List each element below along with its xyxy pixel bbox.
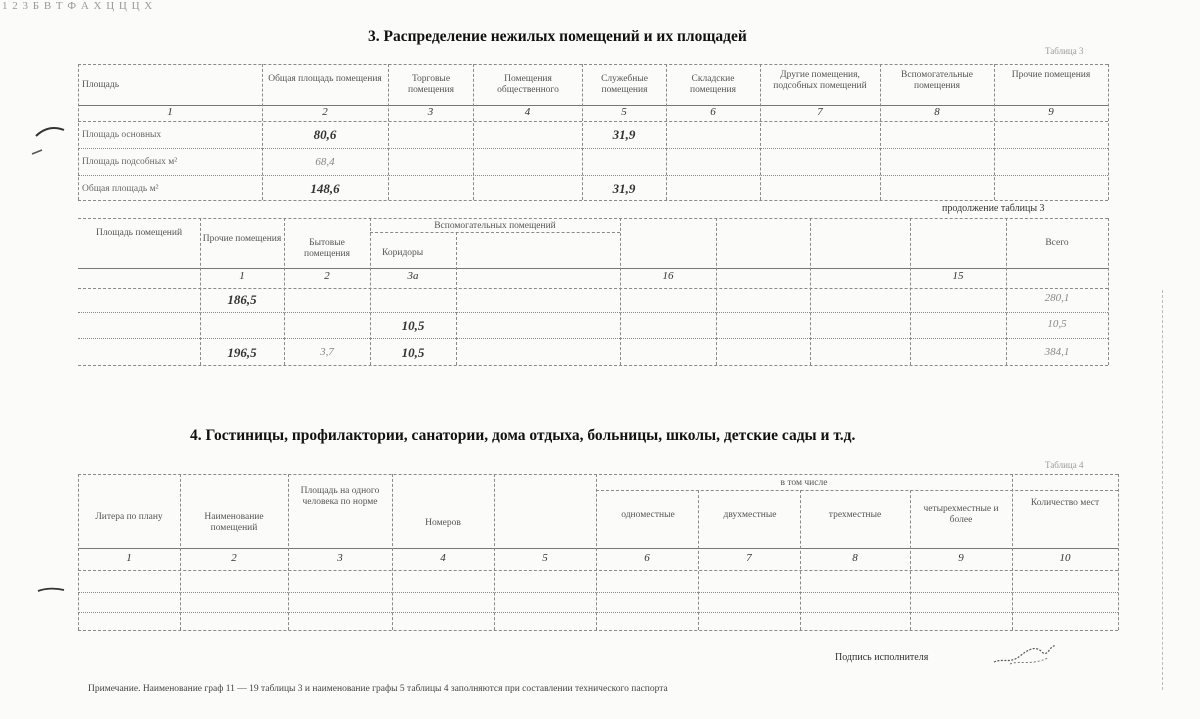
s3c-row1-total: 280,1 bbox=[1044, 292, 1070, 304]
s3c-group-label: Вспомогательных помещений bbox=[434, 221, 556, 231]
s3c-colnum-2: 2 bbox=[324, 270, 330, 282]
s3c-row2-col3: 10,5 bbox=[401, 318, 425, 333]
margin-pen-mark-lower bbox=[36, 585, 66, 595]
s4-col-header-7: двухместные bbox=[723, 510, 777, 520]
s3-col-header-5: Служебные помещения bbox=[601, 74, 648, 95]
s4-colnum-4: 4 bbox=[440, 552, 446, 564]
s4-col-header-1: Литера по плану bbox=[95, 512, 163, 522]
s3-row-label-3: Общая площадь м² bbox=[82, 184, 159, 194]
s3-colnum-6: 6 bbox=[710, 106, 716, 118]
s4-group-label: в том числе bbox=[780, 478, 828, 488]
s4-col-header-6: одноместные bbox=[621, 510, 675, 520]
s3c-row3-col2: 3,7 bbox=[320, 346, 334, 358]
s3-colnum-4: 4 bbox=[524, 106, 531, 118]
section3-continuation-note: продолжение таблицы 3 bbox=[942, 203, 1045, 214]
s3-col-header-4: Помещения общественного bbox=[497, 74, 559, 95]
s3-row-label-2: Площадь подсобных м² bbox=[82, 157, 178, 167]
s4-colnum-10: 10 bbox=[1059, 552, 1071, 564]
s3c-row2-total: 10,5 bbox=[1047, 318, 1067, 330]
s3-colnum-8: 8 bbox=[934, 106, 940, 118]
scan-edge-line bbox=[1162, 290, 1163, 690]
margin-pen-mark bbox=[30, 120, 70, 160]
s3-row2-total: 68,4 bbox=[315, 156, 335, 168]
s3c-col-header-total: Всего bbox=[1045, 238, 1069, 248]
s4-colnum-2: 2 bbox=[231, 552, 237, 564]
s4-colnum-9: 9 bbox=[958, 552, 964, 564]
s4-colnum-6: 6 bbox=[644, 552, 650, 564]
header-smudge: 1 2 3 Б В Т Ф А Х Ц Ц Ц Х bbox=[2, 0, 154, 12]
s4-col-header-4: Номеров bbox=[425, 518, 461, 528]
section3-title: 3. Распределение нежилых помещений и их площадей bbox=[368, 28, 747, 45]
s3c-row3-col1: 196,5 bbox=[227, 345, 257, 360]
s3-colnum-3: 3 bbox=[427, 106, 434, 118]
s3-row3-service: 31,9 bbox=[612, 181, 636, 196]
s4-col-header-3: Площадь на одного человека по норме bbox=[300, 486, 380, 507]
s3-colnum-7: 7 bbox=[817, 106, 823, 118]
s3c-colnum-16: 16 bbox=[662, 270, 674, 282]
footnote: Примечание. Наименование граф 11 — 19 таблицы 3 и наименование графы 5 таблицы 4 заполняются при составлении технического паспорта bbox=[88, 684, 668, 694]
s3-col-header-9: Прочие помещения bbox=[1011, 70, 1091, 80]
s4-colnum-5: 5 bbox=[542, 552, 548, 564]
s3c-row1-col1: 186,5 bbox=[227, 292, 257, 307]
s3c-colnum-15: 15 bbox=[952, 270, 964, 282]
signature-label: Подпись исполнителя bbox=[835, 652, 929, 663]
s3-col-header-8: Вспомогательные помещения bbox=[901, 70, 973, 91]
s4-colnum-7: 7 bbox=[746, 552, 752, 564]
s3-colnum-9: 9 bbox=[1048, 106, 1054, 118]
s4-col-header-2: Наименование помещений bbox=[204, 512, 264, 533]
section3-table-note: Таблица 3 bbox=[1045, 46, 1084, 56]
s3c-col-header-2: Бытовые помещения bbox=[304, 238, 350, 259]
s3c-colnum-1: 1 bbox=[239, 270, 245, 282]
s4-colnum-3: 3 bbox=[337, 552, 343, 564]
s3-colnum-2: 2 bbox=[322, 106, 328, 118]
s3-colnum-5: 5 bbox=[621, 106, 627, 118]
s3c-col-header-0: Площадь помещений bbox=[95, 228, 183, 238]
s4-col-header-8: трехместные bbox=[828, 510, 882, 520]
s3-colnum-1: 1 bbox=[167, 106, 173, 118]
s3-col-header-3: Торговые помещения bbox=[408, 74, 454, 95]
s3c-row3-total: 384,1 bbox=[1044, 346, 1070, 358]
section4-title: 4. Гостиницы, профилактории, санатории, дома отдыха, больницы, школы, детские сады и т.д. bbox=[190, 427, 856, 444]
s3c-col-header-4: Коридоры bbox=[382, 248, 424, 258]
s3-row-label-1: Площадь основных bbox=[82, 130, 162, 140]
s3-col-header-2: Общая площадь помещения bbox=[268, 74, 382, 84]
s3-col-header-7: Другие помещения, подсобных помещений bbox=[773, 70, 867, 91]
s3-col-header-6: Складские помещения bbox=[690, 74, 736, 95]
s3-row1-total: 80,6 bbox=[313, 127, 337, 142]
s3-row3-total: 148,6 bbox=[310, 181, 340, 196]
s4-colnum-8: 8 bbox=[852, 552, 858, 564]
s4-col-header-10: Количество мест bbox=[1030, 498, 1100, 508]
section4-table-note: Таблица 4 bbox=[1045, 460, 1084, 470]
s3c-col-header-1: Прочие помещения bbox=[202, 234, 282, 244]
s3-row1-service: 31,9 bbox=[612, 127, 636, 142]
s4-colnum-1: 1 bbox=[126, 552, 132, 564]
s4-col-header-9: четырехместные и более bbox=[923, 504, 999, 525]
handwritten-signature bbox=[990, 640, 1060, 668]
s3-col-header-1: Площадь bbox=[82, 80, 120, 90]
s3c-colnum-3a: 3а bbox=[407, 270, 419, 282]
s3c-row3-col3: 10,5 bbox=[401, 345, 425, 360]
